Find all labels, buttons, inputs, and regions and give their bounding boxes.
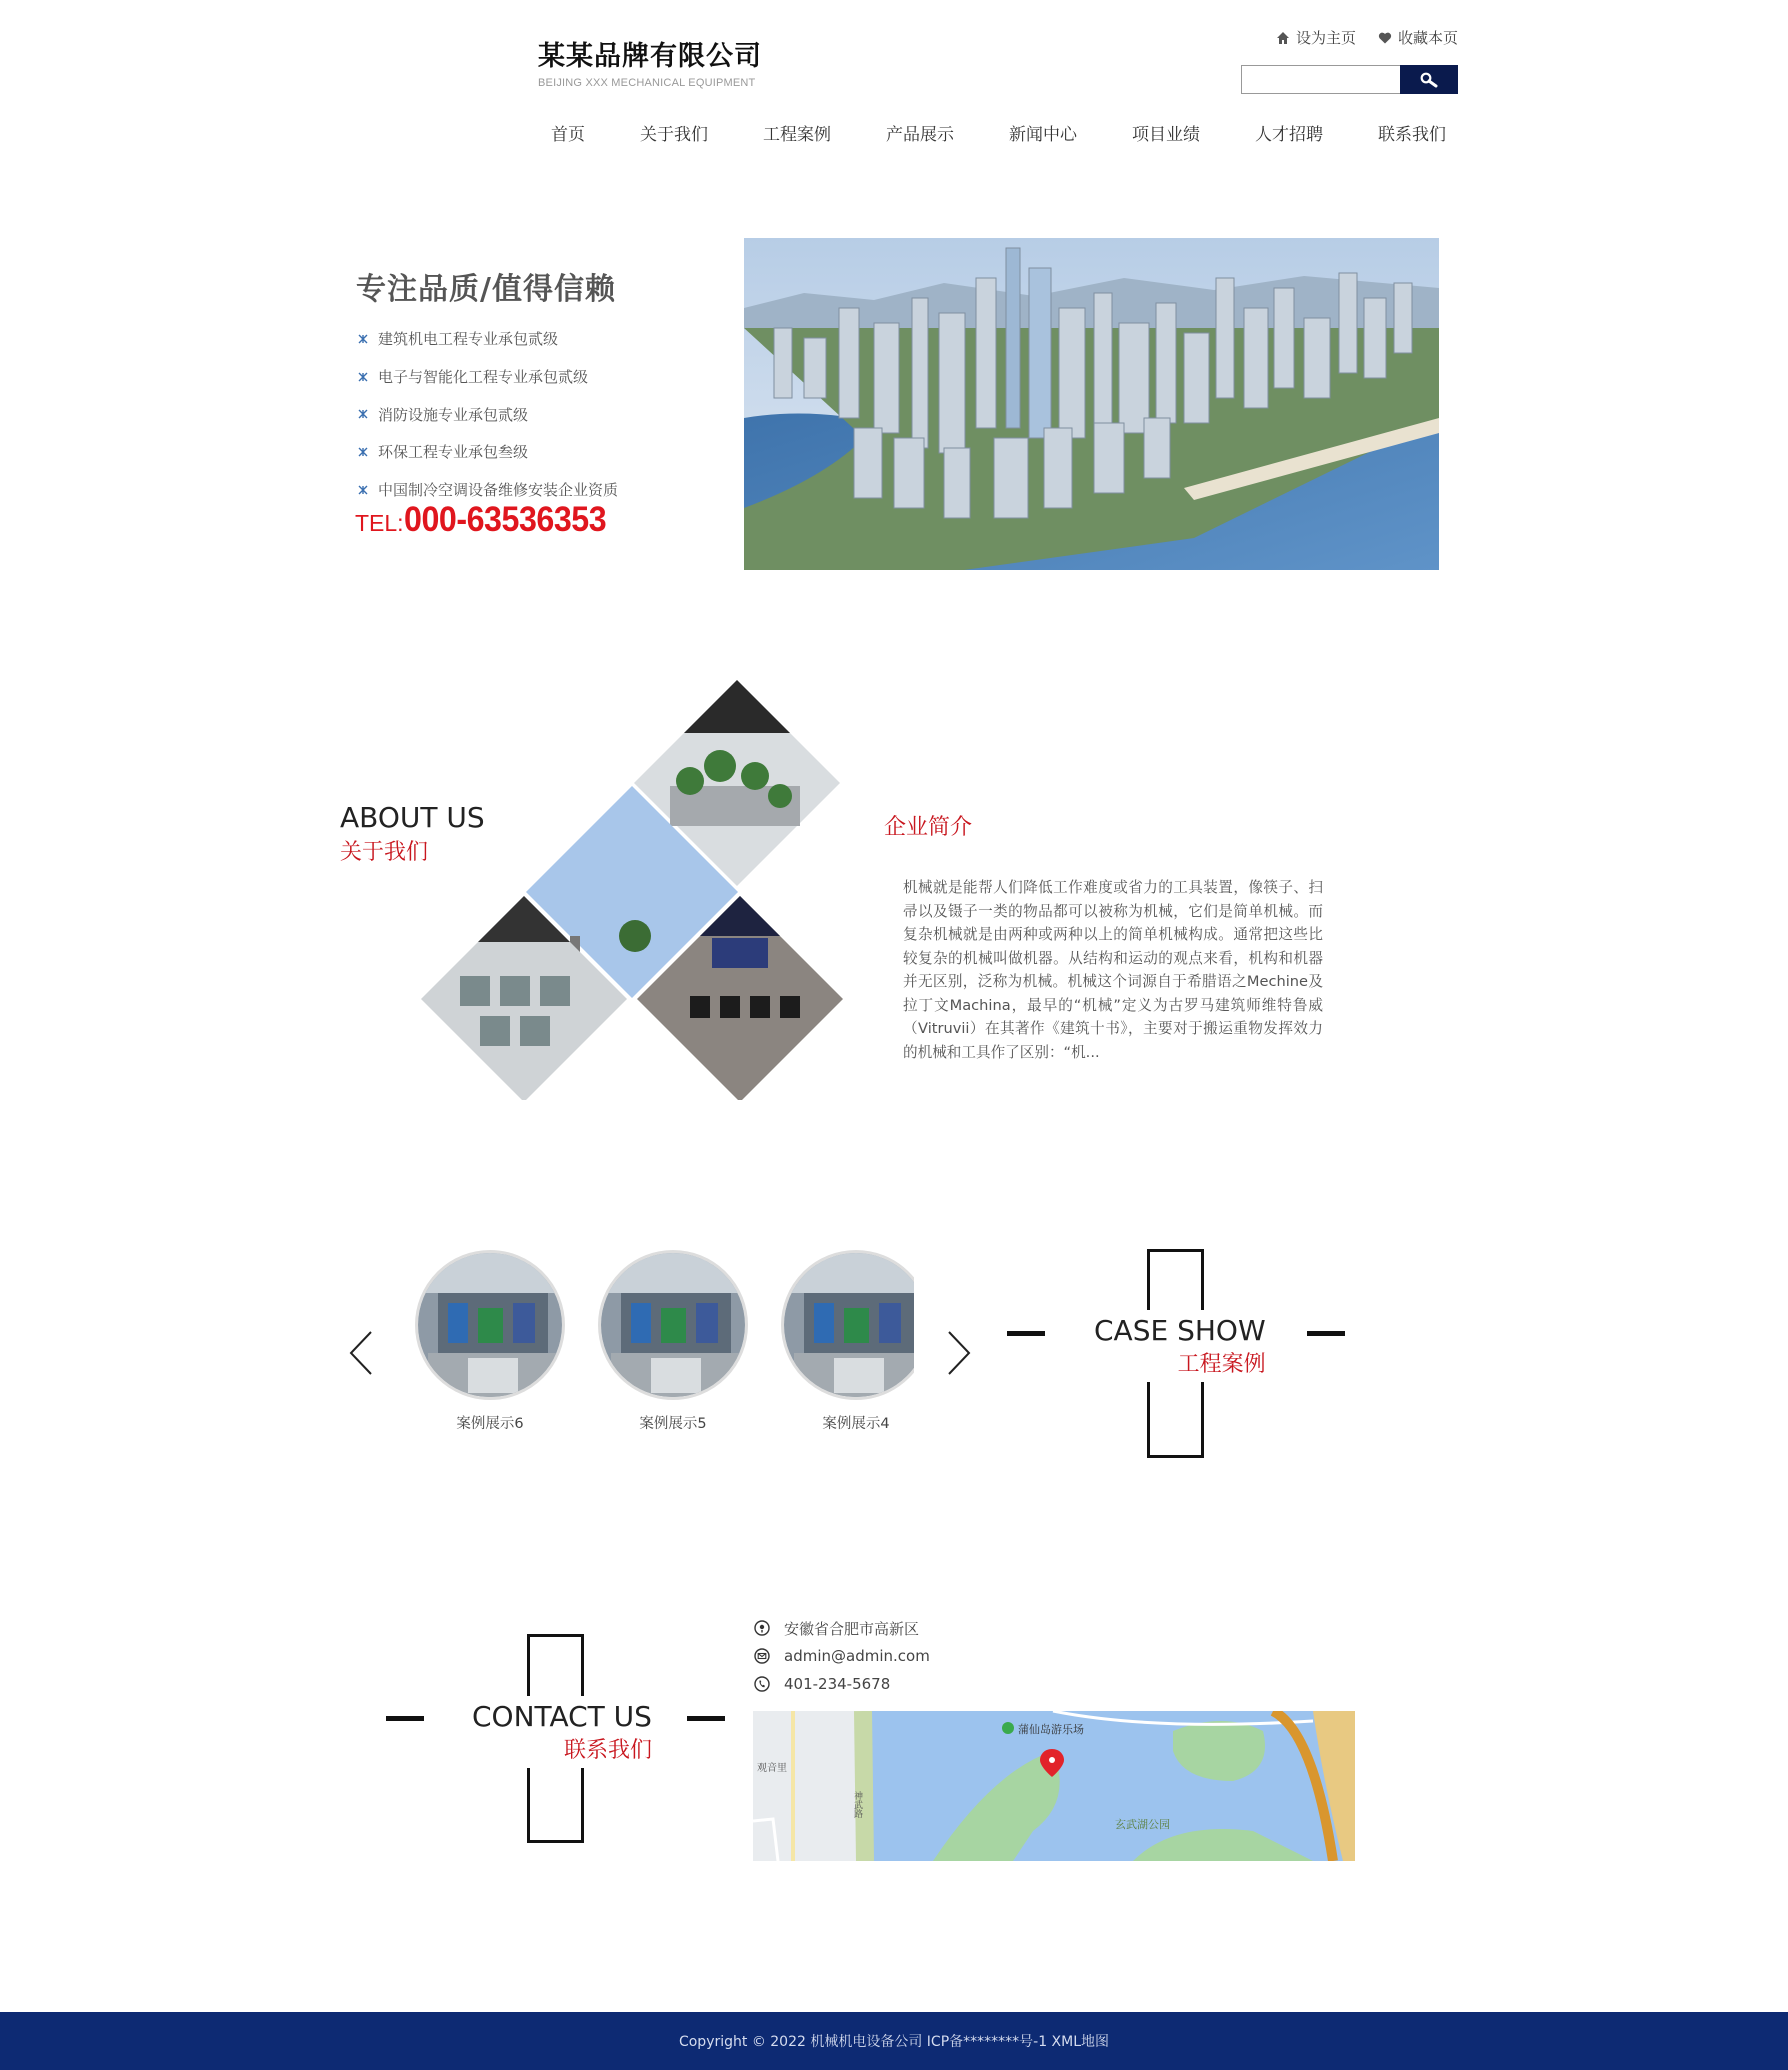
hero-city-image <box>744 238 1439 570</box>
contact-info <box>754 1614 930 1698</box>
tel-label: TEL: <box>355 510 404 536</box>
set-home-label: 设为主页 <box>1295 29 1356 47</box>
hotline <box>355 500 623 540</box>
qualification-label: 电子与智能化工程专业承包贰级 <box>378 368 589 387</box>
case-caption: 案例展示4 <box>822 1416 890 1432</box>
intro-text: 机械就是能帮人们降低工作难度或省力的工具装置，像筷子、扫帚以及镊子一类的物品都可以被称为机械，它们是简单机械。而复杂机械就是由两种或两种以上的简单机械构成。通常把这些比较复杂的机械叫做机器。从结构和运动的观点来看，机构和机器并无区别，泛称为机械。机械这个词源自于希腊语之Mechine及拉丁文Machina，最早的“机械”定义为古罗马建筑师维特鲁威（Vitruvii）在其著作《建筑十书》，主要对于搬运重物发挥效力的机械和工具作了区别：“机... <box>903 879 1323 1061</box>
case-title-cn: 工程案例 <box>1177 1352 1266 1377</box>
case-item[interactable] <box>597 1250 749 1433</box>
company-name: 某某品牌有限公司 <box>538 41 762 72</box>
case-thumbnail <box>781 1250 914 1400</box>
contact-title-en: CONTACT US <box>472 1700 652 1733</box>
nav-item[interactable]: 联系我们 <box>1378 125 1446 145</box>
top-links <box>1276 27 1458 48</box>
nav-item[interactable]: 人才招聘 <box>1255 125 1323 145</box>
nav-item[interactable]: 工程案例 <box>763 125 831 145</box>
location-pin-icon <box>754 1620 770 1636</box>
location-map[interactable] <box>753 1711 1355 1861</box>
case-caption: 案例展示6 <box>456 1416 524 1432</box>
case-prev-arrow[interactable] <box>348 1330 374 1380</box>
qualification-item <box>358 358 618 396</box>
qualification-label: 中国制冷空调设备维修安装企业资质 <box>378 481 619 500</box>
heart-icon <box>1378 31 1392 45</box>
set-home-link[interactable] <box>1276 27 1356 48</box>
case-dash-left <box>1007 1331 1045 1336</box>
case-caption: 案例展示5 <box>639 1416 707 1432</box>
qualification-item <box>358 395 618 433</box>
bullet-icon <box>358 409 368 419</box>
email-row <box>754 1642 930 1670</box>
case-thumbnail <box>598 1250 748 1400</box>
about-title-cn: 关于我们 <box>340 840 429 865</box>
search-button[interactable] <box>1400 65 1458 94</box>
qualification-label: 消防设施专业承包贰级 <box>378 405 529 424</box>
contact-title <box>470 1696 654 1768</box>
nav-item[interactable]: 首页 <box>551 125 585 145</box>
about-title-en: ABOUT US <box>340 801 485 834</box>
hero-title: 专注品质/值得信赖 <box>356 272 616 307</box>
address-text: 安徽省合肥市高新区 <box>784 1619 920 1638</box>
map-poi-2: 玄武湖公园 <box>1115 1818 1170 1831</box>
chevron-right-icon <box>946 1330 972 1376</box>
qualification-label: 环保工程专业承包叁级 <box>378 443 529 462</box>
case-title <box>1092 1310 1268 1382</box>
phone-icon <box>754 1676 770 1692</box>
search-input[interactable] <box>1241 65 1400 94</box>
case-next-arrow[interactable] <box>946 1330 972 1380</box>
bullet-icon <box>358 334 368 344</box>
favorite-label: 收藏本页 <box>1397 29 1458 47</box>
qualification-list <box>358 320 618 508</box>
search-icon <box>1418 72 1440 88</box>
case-item[interactable] <box>414 1250 566 1433</box>
qualification-item <box>358 433 618 471</box>
search-box <box>1241 65 1458 94</box>
case-dash-right <box>1307 1331 1345 1336</box>
bullet-icon <box>358 447 368 457</box>
map-place: 观音里 <box>757 1763 787 1774</box>
map-road: 神武路 <box>852 1791 862 1818</box>
nav-item[interactable]: 产品展示 <box>886 125 954 145</box>
logo[interactable] <box>538 34 762 89</box>
qualification-item <box>358 320 618 358</box>
favorite-link[interactable] <box>1378 27 1458 48</box>
contact-dash-left <box>386 1716 424 1721</box>
case-thumbnail <box>415 1250 565 1400</box>
phone-text: 401-234-5678 <box>784 1675 891 1693</box>
email-text[interactable]: admin@admin.com <box>784 1647 930 1665</box>
tel-number: 000-63536353 <box>403 500 606 539</box>
main-nav <box>539 118 1458 147</box>
poi-icon <box>1002 1722 1014 1734</box>
qualification-label: 建筑机电工程专业承包贰级 <box>378 330 559 349</box>
chevron-left-icon <box>348 1330 374 1376</box>
map-poi-1: 蒲仙岛游乐场 <box>1018 1723 1084 1736</box>
copyright-text: Copyright © 2022 机械机电设备公司 ICP备********号-1 XML地图 <box>678 2034 1110 2050</box>
case-carousel <box>414 1250 914 1440</box>
footer <box>0 2012 1788 2070</box>
case-title-en: CASE SHOW <box>1094 1314 1266 1347</box>
company-subtitle: BEIJING XXX MECHANICAL EQUIPMENT <box>538 77 756 89</box>
nav-item[interactable]: 新闻中心 <box>1009 125 1077 145</box>
address-row <box>754 1614 930 1642</box>
contact-title-cn: 联系我们 <box>563 1738 652 1763</box>
nav-item[interactable]: 项目业绩 <box>1132 125 1200 145</box>
nav-item[interactable]: 关于我们 <box>640 125 708 145</box>
about-photo-collage <box>420 676 844 1100</box>
mail-icon <box>754 1648 770 1664</box>
phone-row <box>754 1670 930 1698</box>
case-item[interactable] <box>780 1250 914 1433</box>
contact-dash-right <box>687 1716 725 1721</box>
bullet-icon <box>358 485 368 495</box>
intro-title: 企业简介 <box>884 815 973 840</box>
bullet-icon <box>358 372 368 382</box>
home-icon <box>1276 31 1290 45</box>
